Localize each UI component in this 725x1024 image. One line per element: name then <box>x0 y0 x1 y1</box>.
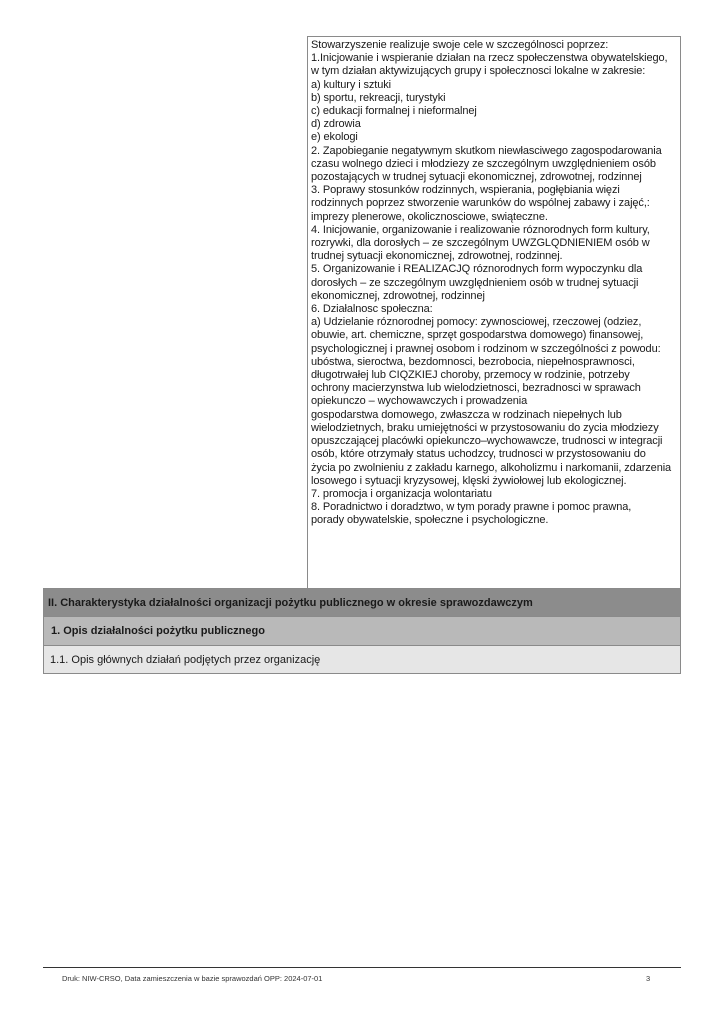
goals-line: ekonomicznej, zdrowotnej, rodzinnej <box>311 289 485 302</box>
goals-line: a) Udzielanie róznorodnej pomocy: zywnosciowej, rzeczowej (odziez, <box>311 316 642 329</box>
goals-line: imprezy plenerowe, okolicznosciowe, swiąteczne. <box>311 210 548 223</box>
subsection-title: 1.1. Opis głównych działań podjętych przez organizację <box>50 653 321 666</box>
goals-line: rodzinnych poprzez stworzenie warunków do wspólnej zabawy i zajęć,: <box>311 197 650 210</box>
subsection-title: 1. Opis działalności pożytku publicznego <box>51 625 265 637</box>
goals-line: długotrwałej lub CIQZKIEJ choroby, przemocy w rodzinie, potrzeby <box>311 369 630 382</box>
footer-print-info: Druk: NIW-CRSO, Data zamieszczenia w bazie sprawozdań OPP: 2024-07-01 <box>62 974 323 983</box>
goals-line: 8. Poradnictwo i doradztwo, w tym porady prawne i pomoc prawna, <box>311 501 632 514</box>
goals-line: osób, które otrzymały status uchodzcy, trudnosci w przystosowaniu do <box>311 448 646 461</box>
footer-divider <box>43 967 681 968</box>
section-title: II. Charakterystyka działalności organizacji pożytku publicznego w okresie sprawozdawczym <box>48 596 533 609</box>
subsection-header-1 <box>43 617 681 646</box>
goals-line: trudnej sytuacji ekonomicznej, zdrowotnej, rodzinnej. <box>311 250 563 263</box>
goals-line: 7. promocja i organizacja wolontariatu <box>311 487 492 500</box>
goals-line: ubóstwa, sieroctwa, bezdomnosci, bezrobocia, niepełnosprawnosci, <box>311 355 635 368</box>
goals-text-cell <box>307 36 681 588</box>
goals-line: c) edukacji formalnej i nieformalnej <box>311 105 477 118</box>
goals-line: 6. Działalnosc społeczna: <box>311 303 433 316</box>
section-header-ii <box>43 588 681 617</box>
goals-line: e) ekologi <box>311 131 358 144</box>
goals-line: 3. Poprawy stosunków rodzinnych, wspierania, pogłębiania więzi <box>311 184 620 197</box>
goals-line: dorosłych – ze szczególnym uwzględnieniem osób w trudnej sytuacji <box>311 276 639 289</box>
goals-line: w tym działan aktywizujących grupy i społecznosci lokalne w zakresie: <box>311 65 646 78</box>
goals-line: opiekunczo – wychowawczych i prowadzenia <box>311 395 528 408</box>
goals-line: 2. Zapobieganie negatywnym skutkom niewłasciwego zagospodarowania <box>311 144 662 157</box>
goals-line: 4. Inicjowanie, organizowanie i realizowanie róznorodnych form kultury, <box>311 223 650 236</box>
goals-line: wielodzietnych, braku umiejętności w przystosowaniu do zycia młodziezy <box>311 421 659 434</box>
goals-line: a) kultury i sztuki <box>311 78 392 91</box>
goals-line: d) zdrowia <box>311 118 361 131</box>
goals-line: życia po zwolnieniu z zakładu karnego, alkoholizmu i narkomanii, zdarzenia <box>311 461 672 474</box>
page-number: 3 <box>646 974 651 983</box>
goals-line: losowego i sytuacji kryzysowej, klęski żywiołowej lub ekologicznej. <box>311 474 627 487</box>
goals-line: ochrony macierzynstwa lub wielodzietnosci, bezradnosci w sprawach <box>311 382 641 395</box>
goals-line: opuszczającej placówki opiekunczo–wychowawcze, trudnosci w integracji <box>311 435 663 448</box>
goals-line: psychologicznej i prawnej osobom i rodzinom w szczególności z powodu: <box>311 342 661 355</box>
goals-line: Stowarzyszenie realizuje swoje cele w szczególnosci poprzez: <box>311 39 609 51</box>
goals-line: gospodarstwa domowego, zwłaszcza w rodzinach niepełnych lub <box>311 408 622 421</box>
goals-line: porady obywatelskie, społeczne i psychologiczne. <box>311 514 549 527</box>
goals-line: czasu wolnego dzieci i młodziezy ze szczególnym uwzględnieniem osób <box>311 157 656 170</box>
goals-line: pozostających w trudnej sytuacji ekonomicznej, zdrowotnej, rodzinnej <box>311 171 642 184</box>
subsection-header-1-1 <box>43 646 681 674</box>
goals-line: b) sportu, rekreacji, turystyki <box>311 91 446 104</box>
goals-line: obuwie, art. chemiczne, sprzęt gospodarstwa domowego) finansowej, <box>311 329 644 342</box>
goals-line: rozrywki, dla dorosłych – ze szczególnym UWZGLQDNIENIEM osób w <box>311 237 650 250</box>
goals-line: 5. Organizowanie i REALIZACJQ róznorodnych form wypoczynku dla <box>311 263 643 276</box>
goals-line: 1.Inicjowanie i wspieranie działan na rzecz społeczenstwa obywatelskiego, <box>311 52 668 65</box>
